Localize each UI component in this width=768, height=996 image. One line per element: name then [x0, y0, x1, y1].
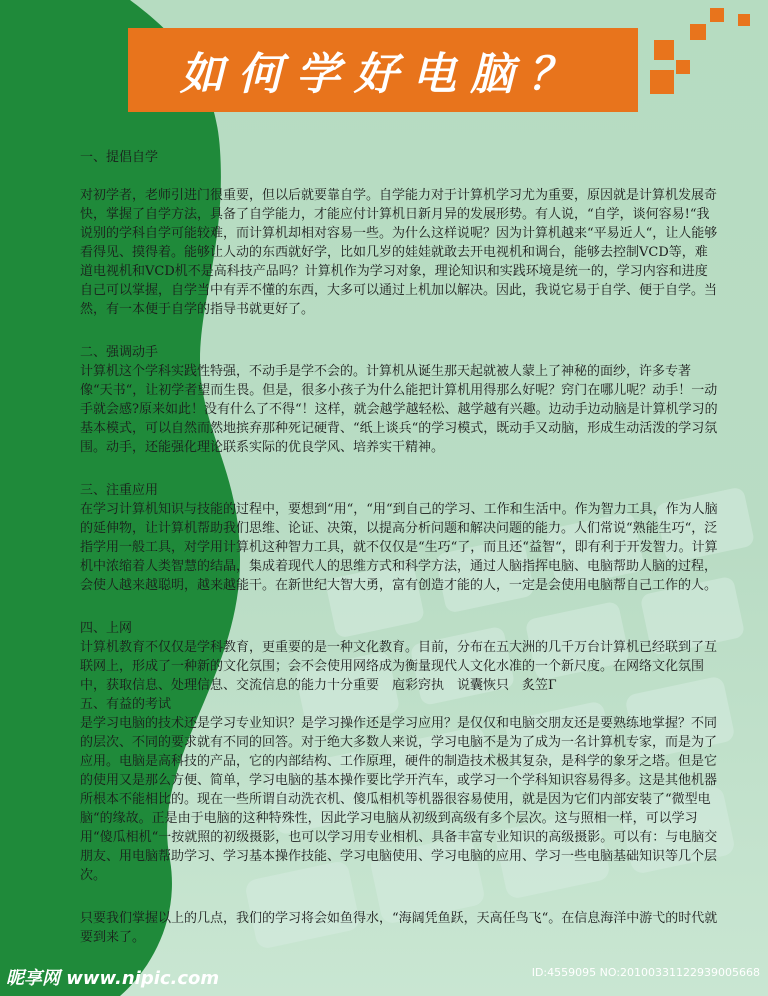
decor-square — [676, 60, 690, 74]
section-paragraph: 计算机这个学科实践性特强，不动手是学不会的。计算机从诞生那天起就被人蒙上了神秘的面纱，许多专著像“天书“，让初学者望而生畏。但是，很多小孩子为什么能把计算机用得那么好呢？窍门在哪儿呢？动手！一动手就会感?原来如此！没有什么了不得“！这样，就会越学越轻松、越学越有兴趣。边动手边动脑是计算机学习的基本模式，可以自然而然地摈弃那种死记硬背、“纸上谈兵“的学习模式，既动手又动脑，形成生动活泼的学习氛围。动手，还能强化理论联系实际的优良学风、培养实干精神。 — [80, 364, 718, 455]
section-heading: 二、强调动手 — [80, 345, 159, 360]
closing-paragraph: 只要我们掌握以上的几点，我们的学习将会如鱼得水，“海阔凭鱼跃，天高任鸟飞“。在信息海洋中游弋的时代就要到来了。 — [80, 911, 718, 945]
section-heading: 五、有益的考试 — [80, 697, 172, 712]
page-title: 如何学好电脑？ — [180, 49, 586, 100]
decor-square — [738, 14, 750, 26]
decor-square — [654, 40, 674, 60]
title-banner — [128, 28, 638, 112]
section-paragraph: 计算机教育不仅仅是学科教育，更重要的是一种文化教育。目前，分布在五大洲的几千万台计算机已经联到了互联网上，形成了一种新的文化氛围；会不会使用网络成为衡量现代人文化水准的一个新尺度。在网络文化氛围中，获取信息、处理信息、交流信息的能力十分重要 庖彩窍执 说囊恢只 炙笠Г — [80, 640, 718, 693]
watermark-id: ID:4559095 NO:20100331122939005668 — [531, 966, 760, 979]
decor-square — [690, 24, 706, 40]
section-heading: 三、注重应用 — [80, 483, 159, 498]
section-heading: 一、提倡自学 — [80, 150, 159, 165]
watermark-logo: 昵享网 www.nipic.com — [6, 968, 220, 989]
decor-square — [710, 8, 724, 22]
section-paragraph: 是学习电脑的技术还是学习专业知识？是学习操作还是学习应用？是仅仅和电脑交朋友还是要熟练地掌握？不同的层次、不同的要求就有不同的回答。对于绝大多数人来说，学习电脑不是为了成为一名计算机专家，而是为了应用。电脑是高科技的产品，它的内部结构、工作原理，硬件的制造技术极其复杂，是科学的象牙之塔。但是它的使用又是那么方便、简单，学习电脑的基本操作要比学开汽车，或学习一个学科知识容易得多。这是其他机器所根本不能相比的。现在一些所谓自动洗衣机、傻瓜相机等机器很容易使用，就是因为它们内部安装了“微型电脑“的缘故。正是由于电脑的这种特殊性，因此学习电脑从初级到高级有多个层次。这与照相一样，可以学习用“傻瓜相机“一按就照的初级摄影，也可以学习用专业相机、具备丰富专业知识的高级摄影。可以有：与电脑交朋友、用电脑帮助学习、学习基本操作技能、学习电脑使用、学习电脑的应用、学习一些电脑基础知识等几个层次。 — [80, 716, 718, 883]
section-paragraph: 在学习计算机知识与技能的过程中，要想到“用“，“用“到自己的学习、工作和生活中。作为智力工具，作为人脑的延伸物，让计算机帮助我们思维、论证、决策，以提高分析问题和解决问题的能力。人们常说“熟能生巧“，泛指学用一般工具，对学用计算机这种智力工具，就不仅仅是“生巧“了，而且还“益智“，即有利于开发智力。计算机中浓缩着人类智慧的结晶，集成着现代人的思维方式和科学方法，通过人脑指挥电脑、电脑帮助人脑的过程，会使人越来越聪明，越来越能干。在新世纪大智大勇，富有创造才能的人，一定是会使用电脑帮自己工作的人。 — [80, 502, 718, 593]
decor-square — [650, 70, 674, 94]
section-heading: 四、上网 — [80, 621, 133, 636]
article-body — [80, 148, 720, 947]
section-paragraph: 对初学者，老师引进门很重要，但以后就要靠自学。自学能力对于计算机学习尤为重要，原因就是计算机发展奇快，掌握了自学方法，具备了自学能力，才能应付计算机日新月异的发展形势。有人说，“自学，谈何容易!“我说别的学科自学可能较难，而计算机却相对容易一些。为什么这样说呢？因为计算机越来“平易近人“，让人能够看得见、摸得着。能够让人动的东西就好学，比如几岁的娃娃就敢去开电视机和调台，能够去控制VCD等，难道电视机和VCD机不是高科技产品吗？计算机作为学习对象，理论知识和实践环境是统一的，学习内容和进度自己可以掌握，自学当中有弄不懂的东西，大多可以通过上机加以解决。因此，我说它易于自学、便于自学。当然，有一本便于自学的指导书就更好了。 — [80, 188, 718, 317]
